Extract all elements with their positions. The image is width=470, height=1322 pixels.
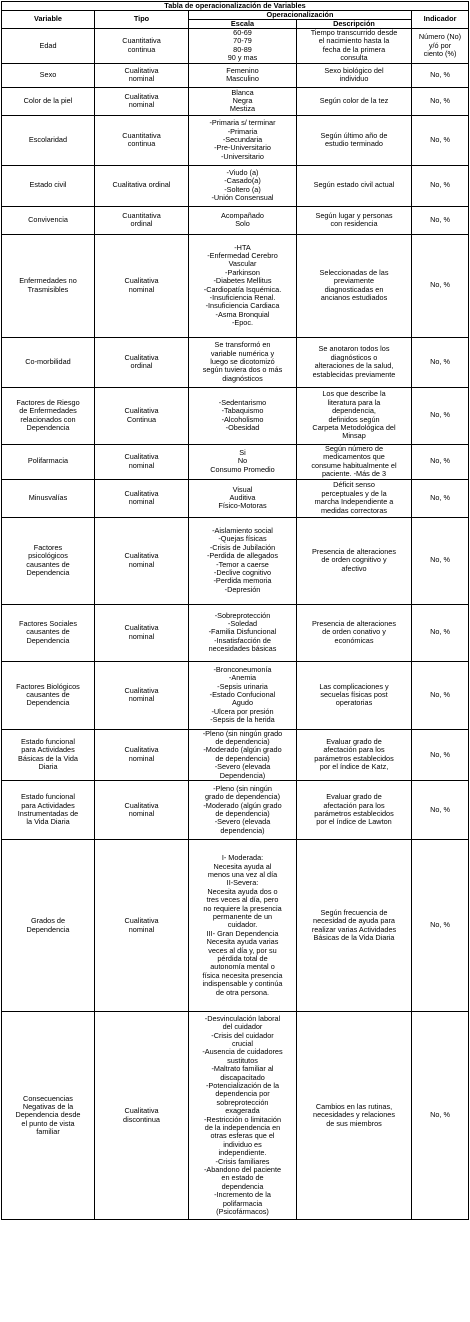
cell-indicador: No, % bbox=[412, 517, 469, 604]
table-body bbox=[2, 29, 469, 1220]
header-descripcion: Descripción bbox=[297, 20, 412, 29]
table-row bbox=[2, 87, 469, 115]
cell-escala: -Bronconeumonía -Anemia -Sepsis urinaria -Estado Confucional Agudo -Ulcera por presión -Sepsis de la herida bbox=[189, 661, 297, 729]
cell-variable: Estado funcional para Actividades Instrumentadas de la Vida Diaria bbox=[2, 781, 95, 840]
table-row bbox=[2, 206, 469, 234]
table-row bbox=[2, 479, 469, 517]
cell-tipo: Cualitativa Continua bbox=[95, 387, 189, 444]
cell-tipo: Cuantitativa continua bbox=[95, 115, 189, 165]
table-row bbox=[2, 517, 469, 604]
cell-tipo: Cualitativa nominal bbox=[95, 661, 189, 729]
cell-descripcion: Tiempo transcurrido desde el nacimiento hasta la fecha de la primera consulta bbox=[297, 29, 412, 64]
cell-indicador: No, % bbox=[412, 1012, 469, 1220]
table-title: Tabla de operacionalización de Variables bbox=[2, 2, 469, 11]
cell-indicador: No, % bbox=[412, 115, 469, 165]
cell-escala: I- Moderada: Necesita ayuda al menos una vez al día II-Severa: Necesita ayuda dos o tres veces al día, pero no requiere la presencia permanente de un cuidador. III- Gran Dependencia Necesita ayuda varias veces al día y, por su pérdida total de autonomía mental o física necesita presencia indispensable y continúa de otra persona. bbox=[189, 840, 297, 1012]
table-row bbox=[2, 63, 469, 87]
cell-variable: Polifarmacia bbox=[2, 444, 95, 479]
table-row bbox=[2, 29, 469, 64]
table-row bbox=[2, 840, 469, 1012]
cell-tipo: Cuantitativa ordinal bbox=[95, 206, 189, 234]
cell-descripcion: Se anotaron todos los diagnósticos o alteraciones de la salud, establecidas previamente bbox=[297, 337, 412, 387]
table-row bbox=[2, 165, 469, 206]
cell-escala: -Desvinculación laboral del cuidador -Crisis del cuidador crucial -Ausencia de cuidadores sustitutos -Maltrato familiar al discapacitado -Potencialización de la dependencia por sobreprotección exagerada -Restricción o limitación de la independencia en otras esferas que el individuo es independiente. -Crisis familiares -Abandono del paciente en estado de dependencia -Incremento de la polifarmacia (Psicofármacos) bbox=[189, 1012, 297, 1220]
cell-descripcion: Presencia de alteraciones de orden cognitivo y afectivo bbox=[297, 517, 412, 604]
cell-escala: Si No Consumo Promedio bbox=[189, 444, 297, 479]
cell-variable: Factores de Riesgo de Enfermedades relacionados con Dependencia bbox=[2, 387, 95, 444]
cell-escala: -Viudo (a) -Casado(a) -Soltero (a) -Unión Consensual bbox=[189, 165, 297, 206]
cell-variable: Edad bbox=[2, 29, 95, 64]
cell-descripcion: Sexo biológico del individuo bbox=[297, 63, 412, 87]
table-row bbox=[2, 781, 469, 840]
cell-variable: Factores Sociales causantes de Dependencia bbox=[2, 604, 95, 661]
cell-descripcion: Déficit senso perceptuales y de la marcha Independiente a medidas correctoras bbox=[297, 479, 412, 517]
cell-escala: -HTA -Enfermedad Cerebro Vascular -Parkinson -Diabetes Mellitus -Cardiopatía Isquémica. -Insuficiencia Renal. -Insuficiencia Cardiaca -Asma Bronquial -Epoc. bbox=[189, 234, 297, 337]
table-row bbox=[2, 604, 469, 661]
cell-variable: Factores psicológicos causantes de Dependencia bbox=[2, 517, 95, 604]
cell-descripcion: Según número de medicamentos que consume habitualmente el paciente. -Más de 3 bbox=[297, 444, 412, 479]
table-row bbox=[2, 115, 469, 165]
header-indicador: Indicador bbox=[412, 11, 469, 29]
cell-variable: Estado funcional para Actividades Básicas de la Vida Diaria bbox=[2, 729, 95, 780]
cell-tipo: Cualitativa nominal bbox=[95, 781, 189, 840]
cell-escala: Se transformó en variable numérica y luego se dicotomizó según tuviera dos o más diagnósticos bbox=[189, 337, 297, 387]
cell-variable: Escolaridad bbox=[2, 115, 95, 165]
cell-variable: Convivencia bbox=[2, 206, 95, 234]
cell-variable: Estado civil bbox=[2, 165, 95, 206]
cell-escala: -Sobreprotección -Soledad -Familia Disfuncional -Insatisfacción de necesidades básicas bbox=[189, 604, 297, 661]
cell-escala: Femenino Masculino bbox=[189, 63, 297, 87]
cell-escala: -Primaria s/ terminar -Primaria -Secundaria -Pre-Universitario -Universitario bbox=[189, 115, 297, 165]
cell-tipo: Cualitativa ordinal bbox=[95, 337, 189, 387]
cell-variable: Minusvalías bbox=[2, 479, 95, 517]
cell-tipo: Cualitativa nominal bbox=[95, 87, 189, 115]
cell-tipo: Cualitativa nominal bbox=[95, 840, 189, 1012]
cell-tipo: Cuantitativa continua bbox=[95, 29, 189, 64]
cell-tipo: Cualitativa nominal bbox=[95, 729, 189, 780]
table-row bbox=[2, 444, 469, 479]
cell-escala: 60-69 70-79 80-89 90 y mas bbox=[189, 29, 297, 64]
header-tipo: Tipo bbox=[95, 11, 189, 29]
cell-indicador: No, % bbox=[412, 840, 469, 1012]
header-operacionalizacion: Operacionalización bbox=[189, 11, 412, 20]
table-row bbox=[2, 234, 469, 337]
cell-indicador: No, % bbox=[412, 661, 469, 729]
cell-descripcion: Según color de la tez bbox=[297, 87, 412, 115]
cell-variable: Sexo bbox=[2, 63, 95, 87]
header-variable: Variable bbox=[2, 11, 95, 29]
cell-descripcion: Los que describe la literatura para la dependencia, definidos según Carpeta Metodológica del Minsap bbox=[297, 387, 412, 444]
cell-indicador: No, % bbox=[412, 387, 469, 444]
cell-escala: -Sedentarismo -Tabaquismo -Alcoholismo -Obesidad bbox=[189, 387, 297, 444]
cell-indicador: No, % bbox=[412, 444, 469, 479]
cell-escala: -Aislamiento social -Quejas físicas -Crisis de Jubilación -Perdida de allegados -Temor a caerse -Declive cognitivo -Perdida memoria -Depresión bbox=[189, 517, 297, 604]
cell-indicador: No, % bbox=[412, 234, 469, 337]
cell-tipo: Cualitativa nominal bbox=[95, 63, 189, 87]
cell-tipo: Cualitativa ordinal bbox=[95, 165, 189, 206]
cell-tipo: Cualitativa nominal bbox=[95, 444, 189, 479]
cell-variable: Grados de Dependencia bbox=[2, 840, 95, 1012]
cell-variable: Consecuencias Negativas de la Dependencia desde el punto de vista familiar bbox=[2, 1012, 95, 1220]
cell-descripcion: Cambios en las rutinas, necesidades y relaciones de sus miembros bbox=[297, 1012, 412, 1220]
operationalization-table bbox=[1, 1, 469, 1220]
cell-indicador: Número (No) y/ó por ciento (%) bbox=[412, 29, 469, 64]
cell-descripcion: Según estado civil actual bbox=[297, 165, 412, 206]
table-row bbox=[2, 1012, 469, 1220]
cell-indicador: No, % bbox=[412, 206, 469, 234]
cell-descripcion: Según frecuencia de necesidad de ayuda para realizar varias Actividades Básicas de la Vida Diaria bbox=[297, 840, 412, 1012]
header-escala: Escala bbox=[189, 20, 297, 29]
cell-descripcion: Según lugar y personas con residencia bbox=[297, 206, 412, 234]
cell-indicador: No, % bbox=[412, 165, 469, 206]
cell-tipo: Cualitativa nominal bbox=[95, 604, 189, 661]
table-row bbox=[2, 337, 469, 387]
cell-variable: Co-morbilidad bbox=[2, 337, 95, 387]
cell-descripcion: Según último año de estudio terminado bbox=[297, 115, 412, 165]
cell-indicador: No, % bbox=[412, 337, 469, 387]
cell-escala: Acompañado Solo bbox=[189, 206, 297, 234]
cell-tipo: Cualitativa nominal bbox=[95, 517, 189, 604]
cell-escala: Visual Auditiva Físico-Motoras bbox=[189, 479, 297, 517]
cell-escala: Blanca Negra Mestiza bbox=[189, 87, 297, 115]
cell-tipo: Cualitativa nominal bbox=[95, 234, 189, 337]
table-row bbox=[2, 661, 469, 729]
cell-variable: Color de la piel bbox=[2, 87, 95, 115]
cell-indicador: No, % bbox=[412, 87, 469, 115]
cell-descripcion: Las complicaciones y secuelas físicas post operatorias bbox=[297, 661, 412, 729]
cell-indicador: No, % bbox=[412, 781, 469, 840]
cell-escala: -Pleno (sin ningún grado de dependencia) -Moderado (algún grado de dependencia) -Severo (elevada Dependencia) bbox=[189, 729, 297, 780]
table-row bbox=[2, 387, 469, 444]
cell-descripcion: Evaluar grado de afectación para los parámetros establecidos por el índice de Katz, bbox=[297, 729, 412, 780]
cell-variable: Factores Biológicos causantes de Dependencia bbox=[2, 661, 95, 729]
cell-indicador: No, % bbox=[412, 479, 469, 517]
cell-descripcion: Evaluar grado de afectación para los parámetros establecidos por el índice de Lawton bbox=[297, 781, 412, 840]
cell-tipo: Cualitativa discontinua bbox=[95, 1012, 189, 1220]
cell-variable: Enfermedades no Trasmisibles bbox=[2, 234, 95, 337]
cell-tipo: Cualitativa nominal bbox=[95, 479, 189, 517]
cell-descripcion: Seleccionadas de las previamente diagnosticadas en ancianos estudiados bbox=[297, 234, 412, 337]
cell-indicador: No, % bbox=[412, 729, 469, 780]
table-row bbox=[2, 729, 469, 780]
cell-indicador: No, % bbox=[412, 604, 469, 661]
cell-indicador: No, % bbox=[412, 63, 469, 87]
cell-descripcion: Presencia de alteraciones de orden conativo y económicas bbox=[297, 604, 412, 661]
cell-escala: -Pleno (sin ningún grado de dependencia) -Moderado (algún grado de dependencia) -Severo (elevada dependencia) bbox=[189, 781, 297, 840]
